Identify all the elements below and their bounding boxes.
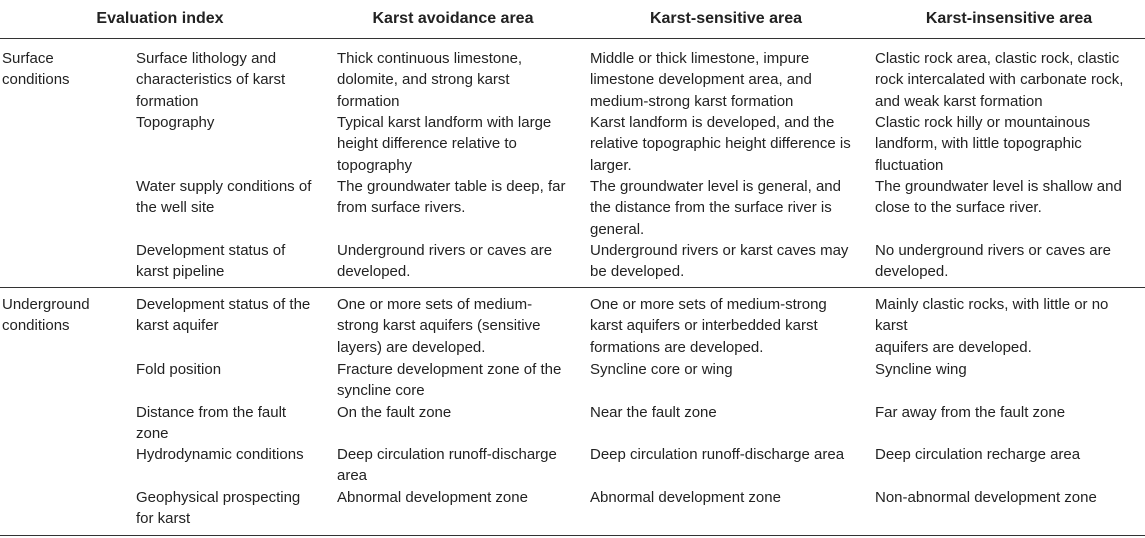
row-avoidance-cell: Typical karst landform with large height difference relative to topography (337, 114, 552, 174)
row-sensitive-cell: Underground rivers or karst caves may be developed. (590, 242, 849, 281)
group-label-underground: Underground conditions (2, 296, 90, 335)
row-index-cell: Water supply conditions of the well site (136, 178, 312, 217)
row-avoidance-cell: One or more sets of medium- strong karst aquifers (sensitive layers) are developed. (337, 296, 541, 356)
row-index-cell: Topography (136, 114, 215, 131)
row-sensitive-cell: Abnormal development zone (590, 489, 781, 506)
row-insensitive-cell: Clastic rock hilly or mountainous landform, with little topographic fluctuation (875, 114, 1091, 174)
section-divider (0, 287, 1145, 288)
row-avoidance-cell: The groundwater table is deep, far from surface rivers. (337, 178, 566, 217)
row-index-cell: Fold position (136, 361, 222, 378)
header-karst-sensitive: Karst-sensitive area (649, 10, 803, 27)
row-index-cell: Hydrodynamic conditions (136, 446, 304, 463)
table-bottom-rule (0, 535, 1145, 536)
row-sensitive-cell: The groundwater level is general, and the distance from the surface river is general. (590, 178, 841, 238)
header-karst-insensitive: Karst-insensitive area (925, 10, 1093, 27)
row-sensitive-cell: Karst landform is developed, and the relative topographic height difference is larger. (590, 114, 851, 174)
row-insensitive-cell: Mainly clastic rocks, with little or no karst aquifers are developed. (875, 296, 1109, 356)
row-avoidance-cell: Abnormal development zone (337, 489, 528, 506)
row-sensitive-cell: Syncline core or wing (590, 361, 733, 378)
row-avoidance-cell: Thick continuous limestone, dolomite, and strong karst formation (337, 50, 523, 110)
header-evaluation-index: Evaluation index (96, 10, 224, 27)
row-avoidance-cell: On the fault zone (337, 404, 452, 421)
row-avoidance-cell: Fracture development zone of the syncline core (337, 361, 562, 400)
row-sensitive-cell: Near the fault zone (590, 404, 717, 421)
row-insensitive-cell: Far away from the fault zone (875, 404, 1066, 421)
header-karst-avoidance: Karst avoidance area (372, 10, 534, 27)
group-label-surface: Surface conditions (2, 50, 70, 89)
row-index-cell: Surface lithology and characteristics of karst formation (136, 50, 286, 110)
row-insensitive-cell: Clastic rock area, clastic rock, clastic rock intercalated with carbonate rock, and weak karst formation (875, 50, 1124, 110)
header-divider (0, 38, 1145, 39)
row-index-cell: Geophysical prospecting for karst (136, 489, 301, 528)
row-insensitive-cell: Non-abnormal development zone (875, 489, 1097, 506)
row-index-cell: Distance from the fault zone (136, 404, 287, 443)
row-index-cell: Development status of karst pipeline (136, 242, 286, 281)
row-sensitive-cell: Middle or thick limestone, impure limestone development area, and medium-strong karst formation (590, 50, 812, 110)
row-avoidance-cell: Deep circulation runoff-discharge area (337, 446, 557, 485)
row-sensitive-cell: Deep circulation runoff-discharge area (590, 446, 845, 463)
row-insensitive-cell: Deep circulation recharge area (875, 446, 1081, 463)
row-avoidance-cell: Underground rivers or caves are developed. (337, 242, 553, 281)
row-insensitive-cell: No underground rivers or caves are developed. (875, 242, 1111, 281)
row-index-cell: Development status of the karst aquifer (136, 296, 311, 335)
row-insensitive-cell: The groundwater level is shallow and close to the surface river. (875, 178, 1122, 217)
row-insensitive-cell: Syncline wing (875, 361, 967, 378)
row-sensitive-cell: One or more sets of medium-strong karst aquifers or interbedded karst formations are developed. (590, 296, 827, 356)
